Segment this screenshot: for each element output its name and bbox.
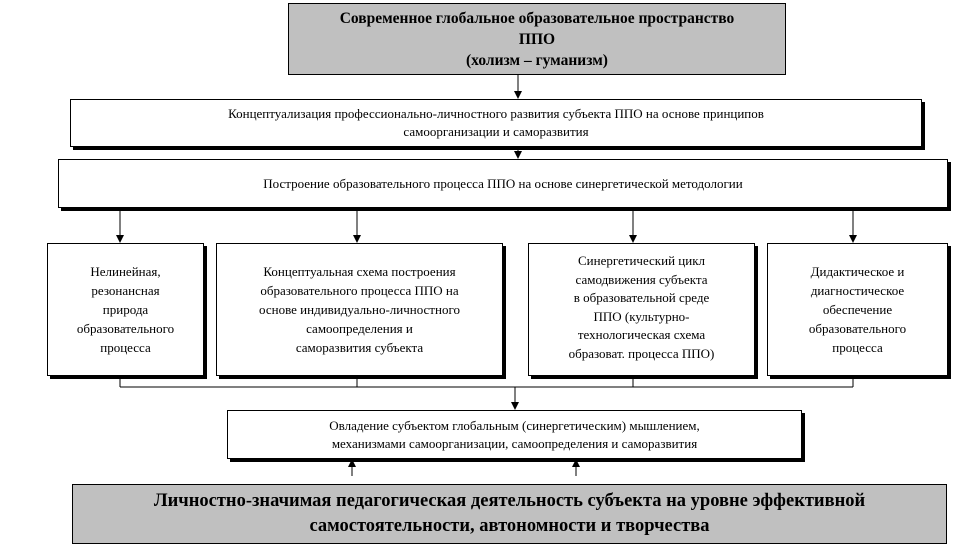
didactic-support-text: Дидактическое и диагностическое обеспечение образовательного процесса [808, 264, 907, 355]
pedagogical-activity-box [72, 484, 947, 544]
conceptual-scheme-box [216, 243, 503, 376]
conceptualization-box [70, 99, 922, 147]
global-space-box [288, 3, 786, 75]
process-construction-text: Построение образовательного процесса ППО на основе синергетической методологии [263, 175, 743, 191]
process-construction-box [58, 159, 948, 208]
conceptual-scheme-text: Концептуальная схема построения образовательного процесса ППО на основе индивидуально-личностного самоопределения и саморазвития субъекта [259, 264, 460, 355]
didactic-support-box [767, 243, 948, 376]
synergetic-cycle-text: Синергетический цикл самодвижения субъекта в образовательной среде ППО (культурно- технологическая схема образоват. процесса ППО) [568, 253, 715, 361]
conceptualization-text: Концептуализация профессионально-личностного развития субъекта ППО на основе принципов самоорганизации и саморазвития [228, 106, 764, 139]
mastery-text: Овладение субъектом глобальным (синергетическим) мышлением, механизмами самоорганизации, самоопределения и саморазвития [329, 417, 700, 451]
global-space-text: Современное глобальное образовательное пространство ППО (холизм – гуманизм) [339, 9, 735, 69]
nonlinear-nature-box [47, 243, 204, 376]
nonlinear-nature-text: Нелинейная, резонансная природа образовательного процесса [76, 264, 175, 355]
synergetic-cycle-box [528, 243, 755, 376]
pedagogical-activity-text: Личностно-значимая педагогическая деятельность субъекта на уровне эффективной самостоятельности, автономности и творчества [153, 491, 866, 536]
mastery-box [227, 410, 802, 459]
